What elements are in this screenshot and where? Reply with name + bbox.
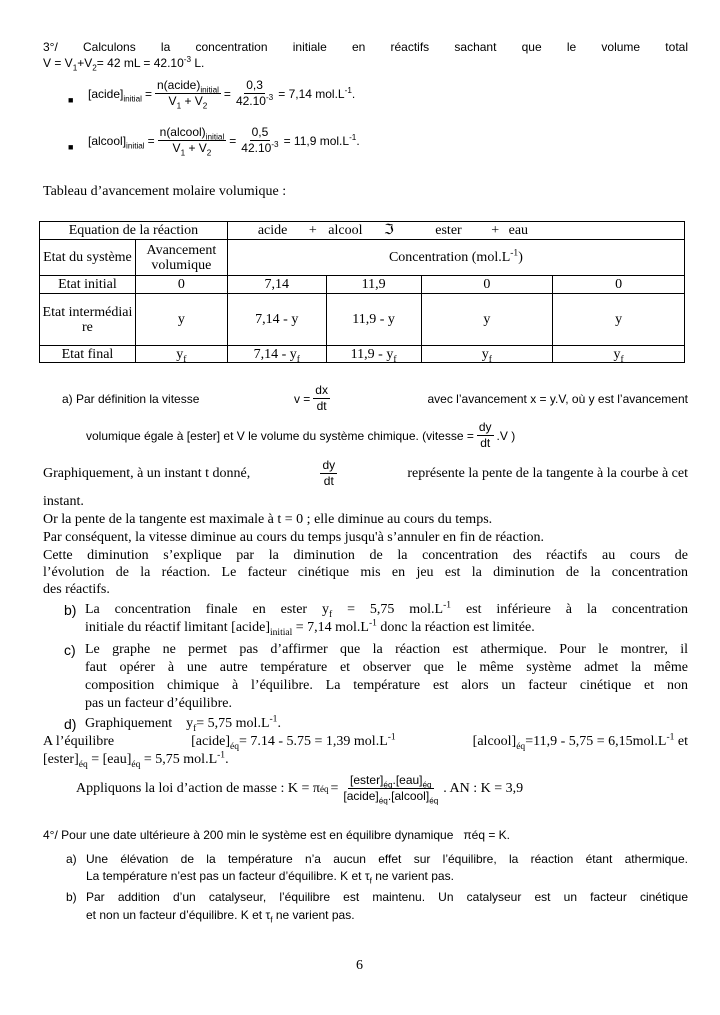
- equilibrium-arrow-icon: ℑ: [384, 223, 394, 238]
- part-d-line1: Graphiquement $y_f= 5,75$ $mol.L^{-1}$.: [85, 714, 281, 734]
- part-a-line2: volumique égale à [ester] et V le volume du système chimique. (vitesse = $\frac{dy}{dt}$ .V ): [86, 420, 516, 450]
- table-row: Etat final $y_f$ $7,14 - y_f$ $11,9 - y_f$ $y_f$ $y_f$: [40, 346, 685, 363]
- equation-cell: acide + alcool ℑ ester + eau: [227, 222, 684, 240]
- acide-initial-formula: $[acide]_{initial}$ = $\frac{n(acide)_{initial}}{V_1 + V_2}$ = $\frac{0,3}{42.10^{-3}}$ = 7,14 $mol.L^{-1}$.: [88, 78, 356, 111]
- table-row: [40, 222, 685, 240]
- document-page: 3°/ Calculons la concentration initiale en réactifs sachant que le volume total $V = V_1+V_2= 42$ mL = $42.10^{-3}$ L. ■ $[acide]_{initial}$ = $\frac{n(acide)_{initial}}{V_1 + V_2}$ = $\frac{0,3}{42.10^{-3}}$ = 7,14 $mol.L^{-1}$. ■ $[alcool]_{initial}$ = $\frac{n(alcool)_{initial}}{V_1 + V_2}$ = $\frac{0,5}{42.10^{-3}}$ = 11,9 $mol.L^{-1}$. Tableau d’avancement molaire volumique : Equation de la réaction acide + alcool ℑ ester + eau Etat du système Avancement volumique Concentration $(mol.L^{-1})$ Etat initial 0 7,14 11,9 0 0 Etat intermédiaire y 7,14 - y 11,9 - y y y Etat final $y_f$ $7,14 - y_f$ $11,9 - y_f$ $y_f$ $y_f$ a) Par définition la vitesse v = $\frac{dx}{dt}$ avec l’avancement x = y.V, où y est l’avancement volumique égale à [ester] et V le volume du système chimique. (vitesse = $\frac{dy}{dt}$ .V ) Graphiquement, à un instant t donné, $\frac{dy}{dt}$ représente la pente de la tangente à la courbe à cet instant. Or la pente de la tangente est maximale à t = 0 ; elle diminue au cours du temps. Par conséquent, la vitesse diminue au cours du temps jusqu'à s’annuler en fin de réaction. Cette diminution s’explique par la diminution de la concentration des réactifs au cours de l’évolution de la réaction. Le facteur cinétique mis en jeu est la diminution de la concentration des réactifs. b) La concentration finale en ester $y_f = 5,75$ $mol.L^{-1}$ est inférieure à la concentration initiale du réactif limitant $[acide]_{initial} = 7,14$ $mol.L^{-1}$ donc la réaction est limitée. c) Le graphe ne permet pas d’affirmer que la réaction est athermique. Pour le montrer, il faut opérer à une autre température et observer que le même système admet la même composition chimique à l’équilibre. La température est alors un facteur cinétique et non pas un facteur d’équilibre. d) Graphiquement $y_f= 5,75$ $mol.L^{-1}$. A l’équilibre $[acide]_{éq}= 7.14 - 5.75 = 1,39$ $mol.L^{-1}$ $[alcool]_{éq}=11,9 - 5,75 = 6,15mol.L^{-1}$ et $[ester]_{éq} = [eau]_{éq} = 5,75$ $mol.L^{-1}$. Appliquons la loi d’action de masse : K = π éq = $\frac{[ester]_{éq}.[eau]_{éq}}{[acide]_{éq}.[alcool]_{éq}}$ . AN : K = 3,9 4°/ Pour une date ultérieure à 200 min le système est en équilibre dynamique πéq = K. a) Une élévation de la température n’a aucun effet sur l’équilibre, la réaction étant athermique. La température n’est pas un facteur d’équilibre. K et $\tau_f$ ne varient pas. b) Par addition d’un catalyseur, l’équilibre est maintenu. Un catalyseur est un facteur cinétique et non un facteur d’équilibre. K et $\tau_f$ ne varient pas. 6: [0, 0, 720, 1015]
- part-a-line1: a) Par définition la vitesse v = $\frac{dx}{dt}$ avec l’avancement x = y.V, où y est l’avancement: [62, 383, 688, 413]
- part-b-line1: La concentration finale en ester $y_f = 5,75$ $mol.L^{-1}$ est inférieure à la concentration: [85, 600, 689, 620]
- equation-label: Equation de la réaction: [40, 222, 228, 240]
- page-number: 6: [356, 958, 363, 973]
- section4-a-line2: La température n’est pas un facteur d’équilibre. K et $\tau_f$ ne varient pas.: [86, 869, 454, 886]
- section3-line2: $V = V_1+V_2= 42$ mL = $42.10^{-3}$ L.: [43, 55, 205, 73]
- table-title: Tableau d’avancement molaire volumique :: [43, 184, 287, 199]
- header-etat: Etat du système: [40, 240, 136, 276]
- table-row: Etat intermédiaire y 7,14 - y 11,9 - y y y: [40, 294, 685, 346]
- bullet-icon: ■: [68, 95, 74, 105]
- section4-line1: 4°/ Pour une date ultérieure à 200 min le système est en équilibre dynamique πéq = K.: [43, 828, 511, 842]
- part-d-ester-line: $[ester]_{éq} = [eau]_{éq} = 5,75$ $mol.L^{-1}$.: [43, 750, 229, 770]
- mass-action-law: Appliquons la loi d’action de masse : K = π éq = $\frac{[ester]_{éq}.[eau]_{éq}}{[acide]_{éq}.[alcool]_{éq}}$ . AN : K = 3,9: [76, 773, 524, 806]
- progress-table: [39, 221, 685, 363]
- part-b-line2: initiale du réactif limitant $[acide]_{initial} = 7,14$ $mol.L^{-1}$ donc la réaction est limitée.: [85, 618, 535, 638]
- table-row: Etat initial 0 7,14 11,9 0 0: [40, 276, 685, 294]
- header-concentration: Concentration $(mol.L^{-1})$: [227, 240, 684, 276]
- section3-line1: 3°/ Calculons la concentration initiale en réactifs sachant que le volume total: [43, 40, 688, 54]
- table-row: [40, 240, 685, 276]
- bullet-icon: ■: [68, 142, 74, 152]
- part-d-equilibrium-line: A l’équilibre $[acide]_{éq}= 7.14 - 5.75 = 1,39$ $mol.L^{-1}$ $[alcool]_{éq}=11,9 - 5,75 = 6,15mol.L^{-1}$ et: [43, 732, 688, 752]
- header-avancement: Avancement volumique: [135, 240, 227, 276]
- alcool-initial-formula: $[alcool]_{initial}$ = $\frac{n(alcool)_{initial}}{V_1 + V_2}$ = $\frac{0,5}{42.10^{-3}}$ = 11,9 $mol.L^{-1}$.: [88, 125, 360, 158]
- section4-b-line2: et non un facteur d’équilibre. K et $\tau_f$ ne varient pas.: [86, 908, 355, 925]
- part-a-graph-line: Graphiquement, à un instant t donné, $\frac{dy}{dt}$ représente la pente de la tangente à la courbe à cet: [43, 458, 688, 488]
